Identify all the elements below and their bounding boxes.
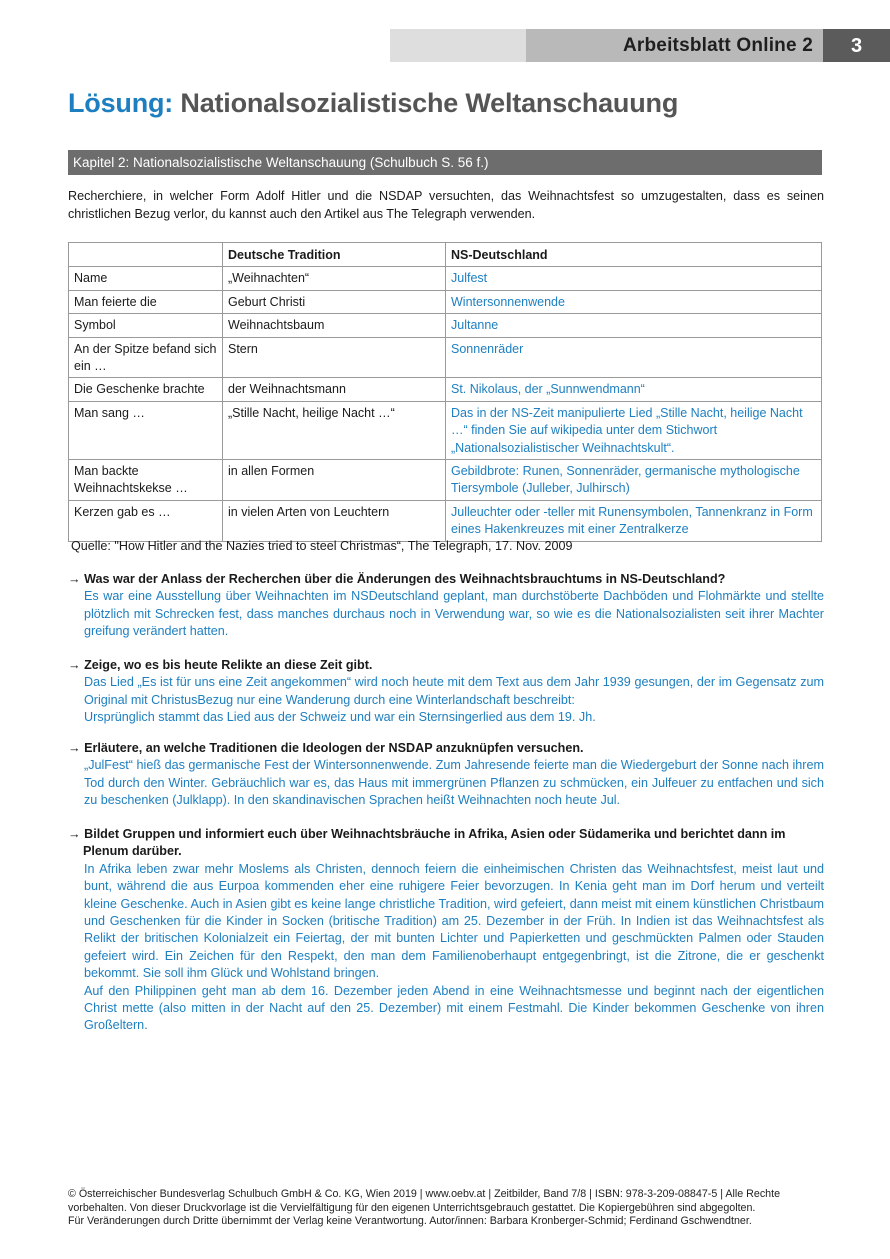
title-prefix: Lösung: (68, 88, 174, 118)
ns-value: Wintersonnenwende (446, 290, 822, 313)
table-row (69, 290, 822, 313)
footer-line: vorbehalten. Von dieser Druckvorlage ist die Vervielfältigung für den eigenen Unterrichtsgebrauch gestattet. Die Kopiergebühren sind abgegolten. (68, 1201, 756, 1214)
answer-paragraph: Ursprünglich stammt das Lied aus der Schweiz und war ein Sternsingerlied aus dem 19. Jh. (84, 710, 596, 725)
question (68, 826, 824, 861)
question-text: Zeige, wo es bis heute Relikte an diese Zeit gibt. (84, 658, 373, 672)
table-header-cell: Deutsche Tradition (223, 243, 446, 267)
row-label: An der Spitze befand sich ein … (69, 337, 223, 378)
traditional-value: Stern (223, 337, 446, 378)
table-row (69, 500, 822, 541)
task-intro: Recherchiere, in welcher Form Adolf Hitler und die NSDAP versuchten, das Weihnachtsfest so umzugestalten, dass es seinen christlichen Bezug verlor, du kannst auch den Artikel aus The Telegraph verwenden. (68, 189, 824, 221)
answer-paragraph: In Afrika leben zwar mehr Moslems als Christen, dennoch feiern die einheimischen Christen das Weihnachtsfest, meist laut und bunt, während die aus Eurpoa kommenden eher eine ruhigere Feier bevorzugen. In Kenia geht man im Dorf herum und verteilt kleine Geschenke. Auch in Asien gibt es keine lange christliche Tradition, wird gefeiert, dann meist mit einem künstlichen Christbaum und Geschenken für die Kinder in Socken (britische Tradition) am 25. Dezember in der Früh. In Indien ist das Weihnachtsfest als Relikt der britischen Kolonialzeit ein Feiertag, der mit bunten Lichter und Papierketten und geschmückten Palmen oder Stauden gefeiert wird. Ein Zeichen für den Respekt, den man dem Familienoberhaupt entgegenbringt, ist die Zitrone, die er geschenkt bekommt. Sie soll ihm Glück und Wohlstand bringen. (84, 861, 824, 981)
ns-value: St. Nikolaus, der „Sunnwendmann“ (446, 378, 822, 401)
row-label: Man feierte die (69, 290, 223, 313)
question-text: Erläutere, an welche Traditionen die Ideologen der NSDAP anzuknüpfen versuchen. (84, 741, 584, 755)
worksheet-label: Arbeitsblatt Online 2 (622, 35, 813, 56)
row-label: Symbol (69, 314, 223, 337)
title-main: Nationalsozialistische Weltanschauung (180, 88, 679, 118)
table-row (69, 337, 822, 378)
row-label: Name (69, 267, 223, 290)
row-label: Man sang … (69, 401, 223, 459)
question-block-1 (68, 571, 824, 641)
traditional-value: Geburt Christi (223, 290, 446, 313)
copyright-footer (68, 1188, 824, 1229)
question-text: Bildet Gruppen und informiert euch über Weihnachtsbräuche in Afrika, Asien oder Südamerika und berichtet dann im Plenum darüber. (83, 827, 786, 859)
arrow-right-icon: → (68, 658, 81, 672)
answer-paragraph: Auf den Philippinen geht man ab dem 16. Dezember jeden Abend in eine Weihnachtsmesse und beginnt nach der eigentlichen Christ mette (also mitten in der Nacht auf den 25. Dezember) mit einem Festmahl. Die Kinder bekommen Geschenke von ihren Großeltern. (84, 983, 824, 1033)
table-header-row (69, 243, 822, 267)
table-row (69, 401, 822, 459)
traditional-value: „Weihnachten“ (223, 267, 446, 290)
traditional-value: Weihnachtsbaum (223, 314, 446, 337)
table-row (69, 460, 822, 501)
question (68, 740, 824, 757)
traditional-value: der Weihnachtsmann (223, 378, 446, 401)
ns-value: Julfest (446, 267, 822, 290)
row-label: Man backte Weihnachtskekse … (69, 460, 223, 501)
traditional-value: „Stille Nacht, heilige Nacht …“ (223, 401, 446, 459)
chapter-heading: Kapitel 2: Nationalsozialistische Weltanschauung (Schulbuch S. 56 f.) (68, 150, 822, 175)
arrow-right-icon: → (68, 572, 81, 586)
traditional-value: in allen Formen (223, 460, 446, 501)
ns-value: Sonnenräder (446, 337, 822, 378)
traditional-value: in vielen Arten von Leuchtern (223, 500, 446, 541)
table-row (69, 378, 822, 401)
page-number: 3 (823, 29, 890, 62)
question-text: Was war der Anlass der Recherchen über die Änderungen des Weihnachtsbrauchtums in NS-Deutschland? (84, 572, 726, 586)
answer-paragraph: „JulFest“ hieß das germanische Fest der Wintersonnenwende. Zum Jahresende feierte man die Wiedergeburt der Sonne nach ihrem Tod durch den Winter. Gebräuchlich war es, das Haus mit immergrünen Pflanzen zu schmücken, ein Julfeuer zu entfachen und sich zu beschenken (Julklapp). In den skandinavischen Sprachen heißt Weihnachten noch heute Jul. (84, 758, 824, 808)
ns-value: Das in der NS-Zeit manipulierte Lied „Stille Nacht, heilige Nacht …“ finden Sie auf wikipedia unter dem Stichwort „Nationalsozialistischer Weihnachtskult“. (446, 401, 822, 459)
page-title (68, 88, 678, 119)
ns-value: Gebildbrote: Runen, Sonnenräder, germanische mythologische Tiersymbole (Julleber, Julhirsch) (446, 460, 822, 501)
arrow-right-icon: → (68, 741, 81, 755)
question-block-3 (68, 740, 824, 810)
arrow-right-icon: → (68, 827, 81, 841)
table-header-cell: NS-Deutschland (446, 243, 822, 267)
footer-line: © Österreichischer Bundesverlag Schulbuch GmbH & Co. KG, Wien 2019 | www.oebv.at | Zeitbilder, Band 7/8 | ISBN: 978-3-209-08847-5 | Alle Rechte (68, 1188, 781, 1200)
table-row (69, 267, 822, 290)
row-label: Die Geschenke brachte (69, 378, 223, 401)
footer-line: Für Veränderungen durch Dritte übernimmt der Verlag keine Verantwortung. Autor/innen: Barbara Kronberger-Schmid; Ferdinand Gschwendtner. (68, 1215, 752, 1228)
header-band-light (390, 29, 526, 62)
answer-paragraph: Es war eine Ausstellung über Weihnachten im NSDeutschland geplant, man durchstöberte Dachböden und Flohmärkte und stellte plötzlich mit Schrecken fest, dass manches durchaus noch in Verwendung war, so wie es die Nationalsozialisten seit ihrer Machter greifung verändert hatten. (84, 589, 824, 639)
question (68, 571, 824, 588)
table-row (69, 314, 822, 337)
table-header-cell (69, 243, 223, 267)
source-citation: Quelle: "How Hitler and the Nazies tried to steel Christmas“, The Telegraph, 17. Nov. 2009 (71, 539, 573, 553)
ns-value: Jultanne (446, 314, 822, 337)
question-block-4 (68, 826, 824, 1035)
question-block-2 (68, 657, 824, 727)
row-label: Kerzen gab es … (69, 500, 223, 541)
comparison-table (68, 242, 822, 542)
question (68, 657, 824, 674)
ns-value: Julleuchter oder -teller mit Runensymbolen, Tannenkranz in Form eines Hakenkreuzes mit einer Zentralkerze (446, 500, 822, 541)
answer-paragraph: Das Lied „Es ist für uns eine Zeit angekommen“ wird noch heute mit dem Text aus dem Jahr 1939 gesungen, der im Gegensatz zum Original mit ChristusBezug nur eine Wanderung durch eine Winterlandschaft beschreibt: (84, 675, 824, 707)
